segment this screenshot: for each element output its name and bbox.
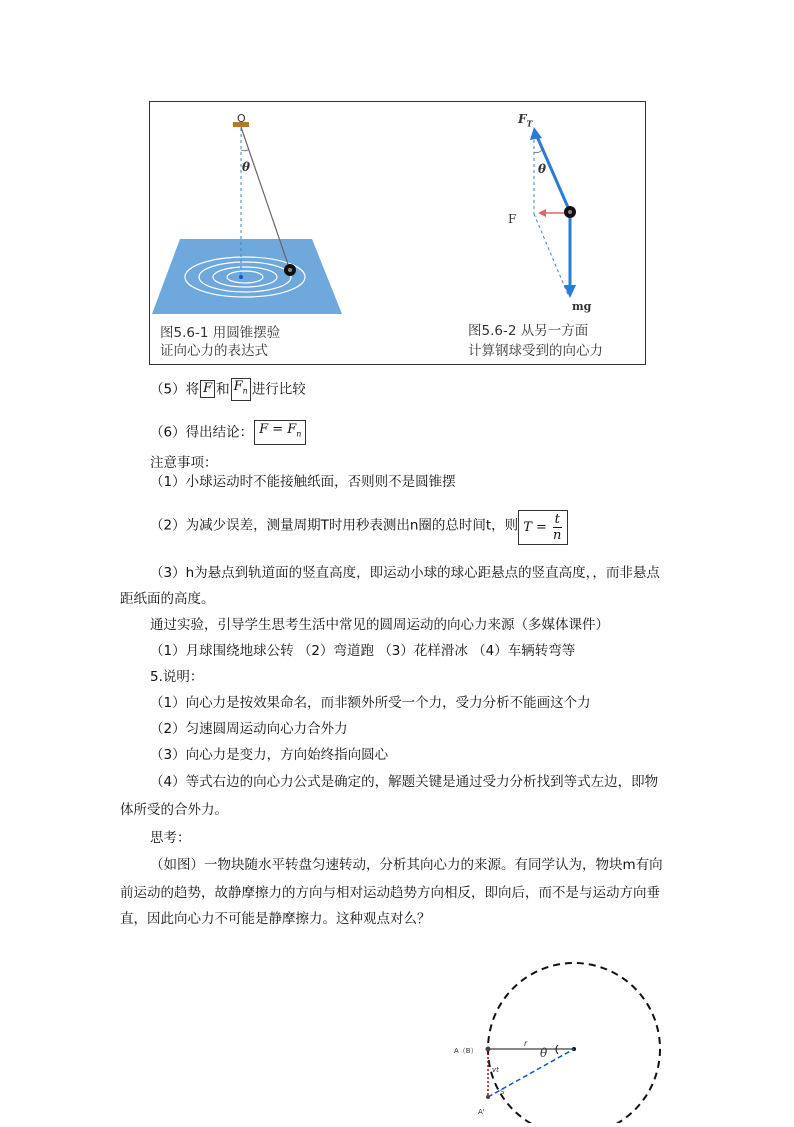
- conclusion-formula: $F = F_n$: [254, 420, 306, 445]
- period-formula: T = $\frac{t}{n}$: [518, 510, 568, 545]
- note-3-line-1: （3）h为悬点到轨道面的竖直高度，即运动小球的球心距悬点的竖直高度，，而非悬点: [150, 565, 660, 581]
- explain-4-line-2: 体所受的合外力。: [120, 802, 228, 818]
- note-2: （2）为减少误差，测量周期T时用秒表测出n圈的总时间t，则 T = $\frac{t}{n}$: [150, 508, 568, 543]
- think-line-3: 直，因此向心力不可能是静摩擦力。这种观点对么？: [120, 911, 431, 927]
- explain-heading: 5.说明：: [150, 669, 204, 685]
- step-6: （6）得出结论： $F = F_n$: [150, 420, 307, 445]
- label-o: O: [237, 112, 246, 125]
- think-line-1: （如图）一物块随水平转盘匀速转动，分析其向心力的来源。有同学认为，物块m有向: [150, 857, 663, 873]
- label-ft: $F_T$: [518, 112, 533, 129]
- caption-1-line-1: 图5.6-1 用圆锥摆验: [160, 325, 281, 341]
- explain-4-line-1: （4）等式右边的向心力公式是确定的，解题关键是通过受力分析找到等式左边，即物: [150, 774, 659, 790]
- label-theta-disk: θ: [540, 1046, 548, 1060]
- turntable-drawing: [440, 955, 680, 1123]
- turntable-diagram: [440, 955, 680, 1127]
- notes-heading: 注意事项：: [150, 455, 218, 471]
- caption-2-line-1: 图5.6-2 从另一方面: [468, 323, 589, 339]
- label-r: r: [524, 1039, 528, 1048]
- label-mg: mg: [572, 300, 592, 313]
- explain-1: （1）向心力是按效果命名，而非额外所受一个力，受力分析不能画这个力: [150, 695, 591, 711]
- note-3-line-2: 距纸面的高度。: [120, 591, 215, 607]
- label-a-b: A（B）: [454, 1047, 478, 1055]
- circle-center-dot: [239, 275, 243, 279]
- caption-1-line-2: 证向心力的表达式: [160, 343, 268, 359]
- label-a-prime: A': [478, 1108, 485, 1116]
- force-dashed-diagonal: [534, 214, 569, 297]
- point-a-prime: [486, 1095, 490, 1099]
- label-s: S: [500, 1088, 505, 1096]
- label-vt: vt: [492, 1066, 499, 1074]
- formula-box-f: F: [200, 380, 215, 398]
- think-line-2: 前运动的趋势，故静摩擦力的方向与相对运动趋势方向相反，即向后，而不是与运动方向垂: [120, 885, 660, 901]
- point-a: [486, 1047, 491, 1052]
- label-f: F: [508, 212, 517, 226]
- step-5: （5）将 F 和 $F_n$ 进行比较: [150, 378, 306, 401]
- formula-box-fn: $F_n$: [231, 378, 251, 401]
- intro-paragraph: 通过实验，引导学生思考生活中常见的圆周运动的向心力来源（多媒体课件）: [150, 617, 609, 633]
- explain-3: （3）向心力是变力，方向始终指向圆心: [150, 747, 389, 763]
- note-1: （1）小球运动时不能接触纸面，否则则不是圆锥摆: [150, 474, 456, 490]
- turntable-circle: [488, 963, 660, 1123]
- think-heading: 思考：: [150, 830, 191, 846]
- theta-arc: [241, 149, 249, 151]
- label-theta: θ: [242, 160, 251, 174]
- examples-line: （1）月球围绕地球公转 （2）弯道跑 （3）花样滑冰 （4）车辆转弯等: [150, 643, 576, 659]
- label-theta-2: θ: [538, 162, 547, 176]
- caption-2-line-2: 计算钢球受到的向心力: [468, 343, 603, 359]
- experiment-figure: [149, 101, 646, 365]
- paper-plane: [152, 239, 342, 314]
- explain-2: （2）匀速圆周运动向心力合外力: [150, 721, 348, 737]
